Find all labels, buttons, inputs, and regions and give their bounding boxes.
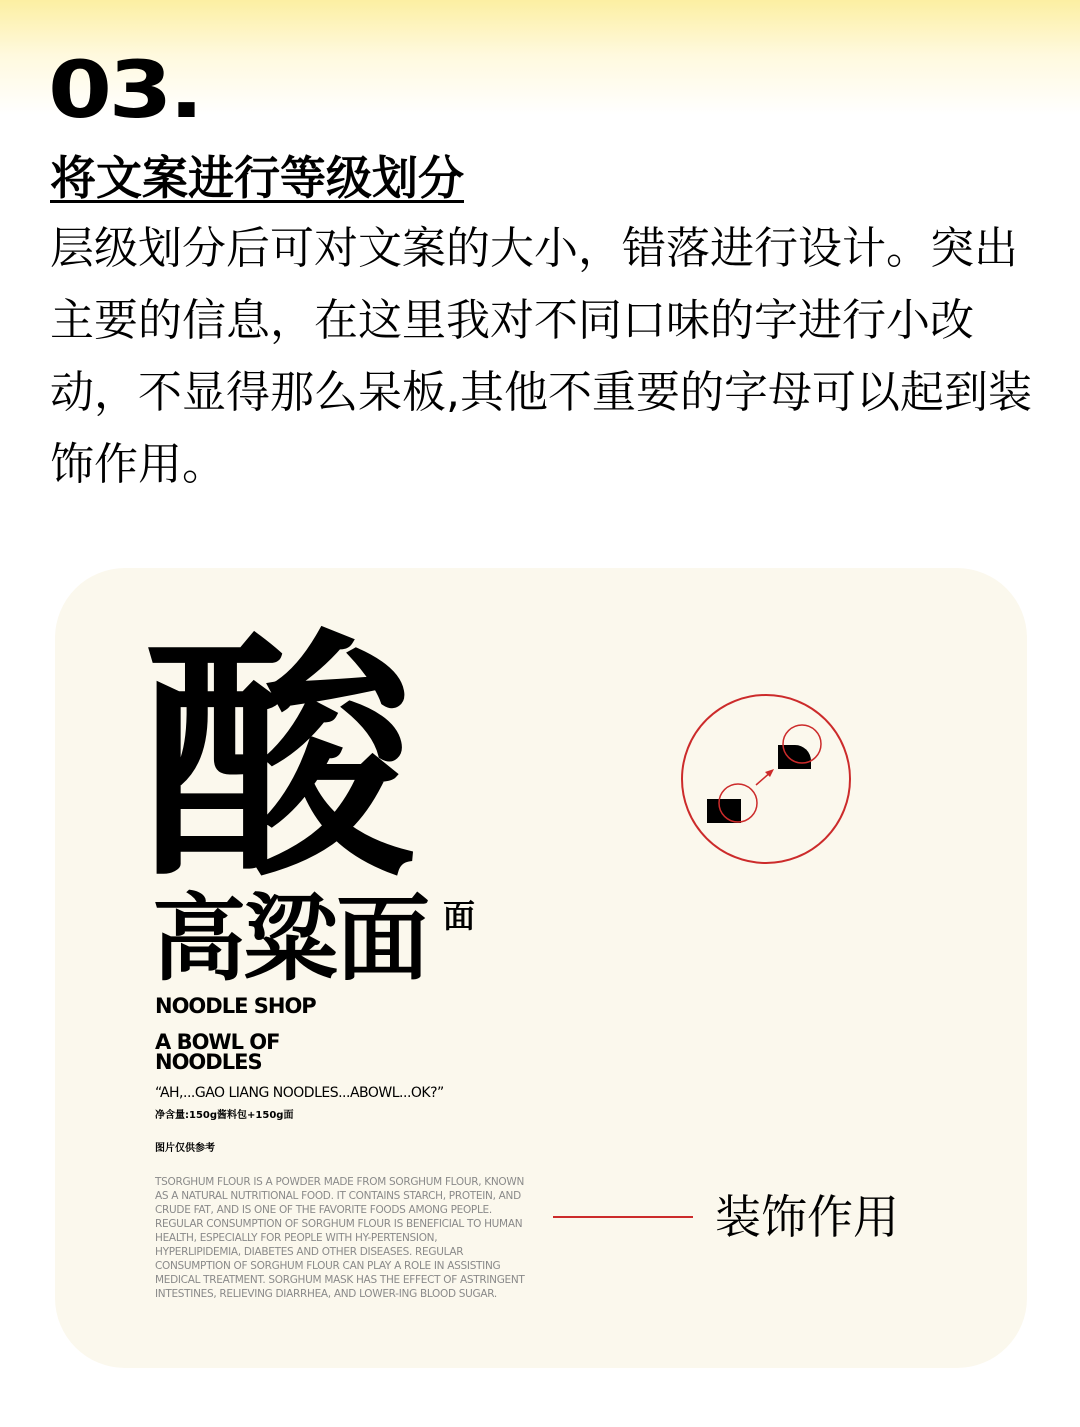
poster-subtitle: 高粱面 <box>152 885 429 994</box>
noodle-shop-label: NOODLE SHOP <box>155 994 316 1018</box>
annotation-line <box>553 1216 693 1218</box>
annotation-label: 装饰作用 <box>715 1190 899 1244</box>
poster-big-character: 酸 <box>142 611 415 913</box>
poster-body-text: TSORGHUM FLOUR IS A POWDER MADE FROM SORGHUM FLOUR, KNOWN AS A NATURAL NUTRITIONAL FOOD. IT CONTAINS STARCH, PROTEIN, AND CRUDE FAT, AND IS ONE OF THE FAVORITE FOODS AMONG PEOPLE. REGULAR CONSUMPTION OF SORGHUM FLOUR IS BENEFICIAL TO HUMAN HEALTH, ESPECIALLY FOR PEOPLE WITH HY-PERTENSION, HYPERLIPIDEMIA, DIABETES AND OTHER DISEASES. REGULAR CONSUMPTION OF SORGHUM FLOUR CAN PLAY A ROLE IN ASSISTING MEDICAL TREATMENT. SORGHUM MASK HAS THE EFFECT OF ASTRINGENT INTESTINES, RELIEVING DIARRHEA, AND LOWER-ING BLOOD SUGAR. <box>155 1176 525 1300</box>
net-content-label: 净含量:150g酱料包+150g面 <box>155 1110 294 1121</box>
image-reference-note: 图片仅供参考 <box>155 1143 215 1154</box>
description-text: 层级划分后可对文案的大小，错落进行设计。突出主要的信息，在这里我对不同口味的字进行小改动，不显得那么呆板,其他不重要的字母可以起到装饰作用。 <box>50 223 1032 490</box>
step-number: 03. <box>48 46 201 136</box>
stroke-detail-magnifier-icon <box>675 688 857 870</box>
section-heading: 将文案进行等级划分 <box>50 151 464 205</box>
bowl-of-noodles-label: A BOWL OF NOODLES <box>155 1030 280 1074</box>
stroke-block-lower <box>707 799 741 823</box>
magnifier-circle <box>682 695 850 863</box>
poster-quote: “AH,...GAO LIANG NOODLES...ABOWL...OK?” <box>155 1085 444 1101</box>
poster-superscript-character: 面 <box>443 897 476 935</box>
